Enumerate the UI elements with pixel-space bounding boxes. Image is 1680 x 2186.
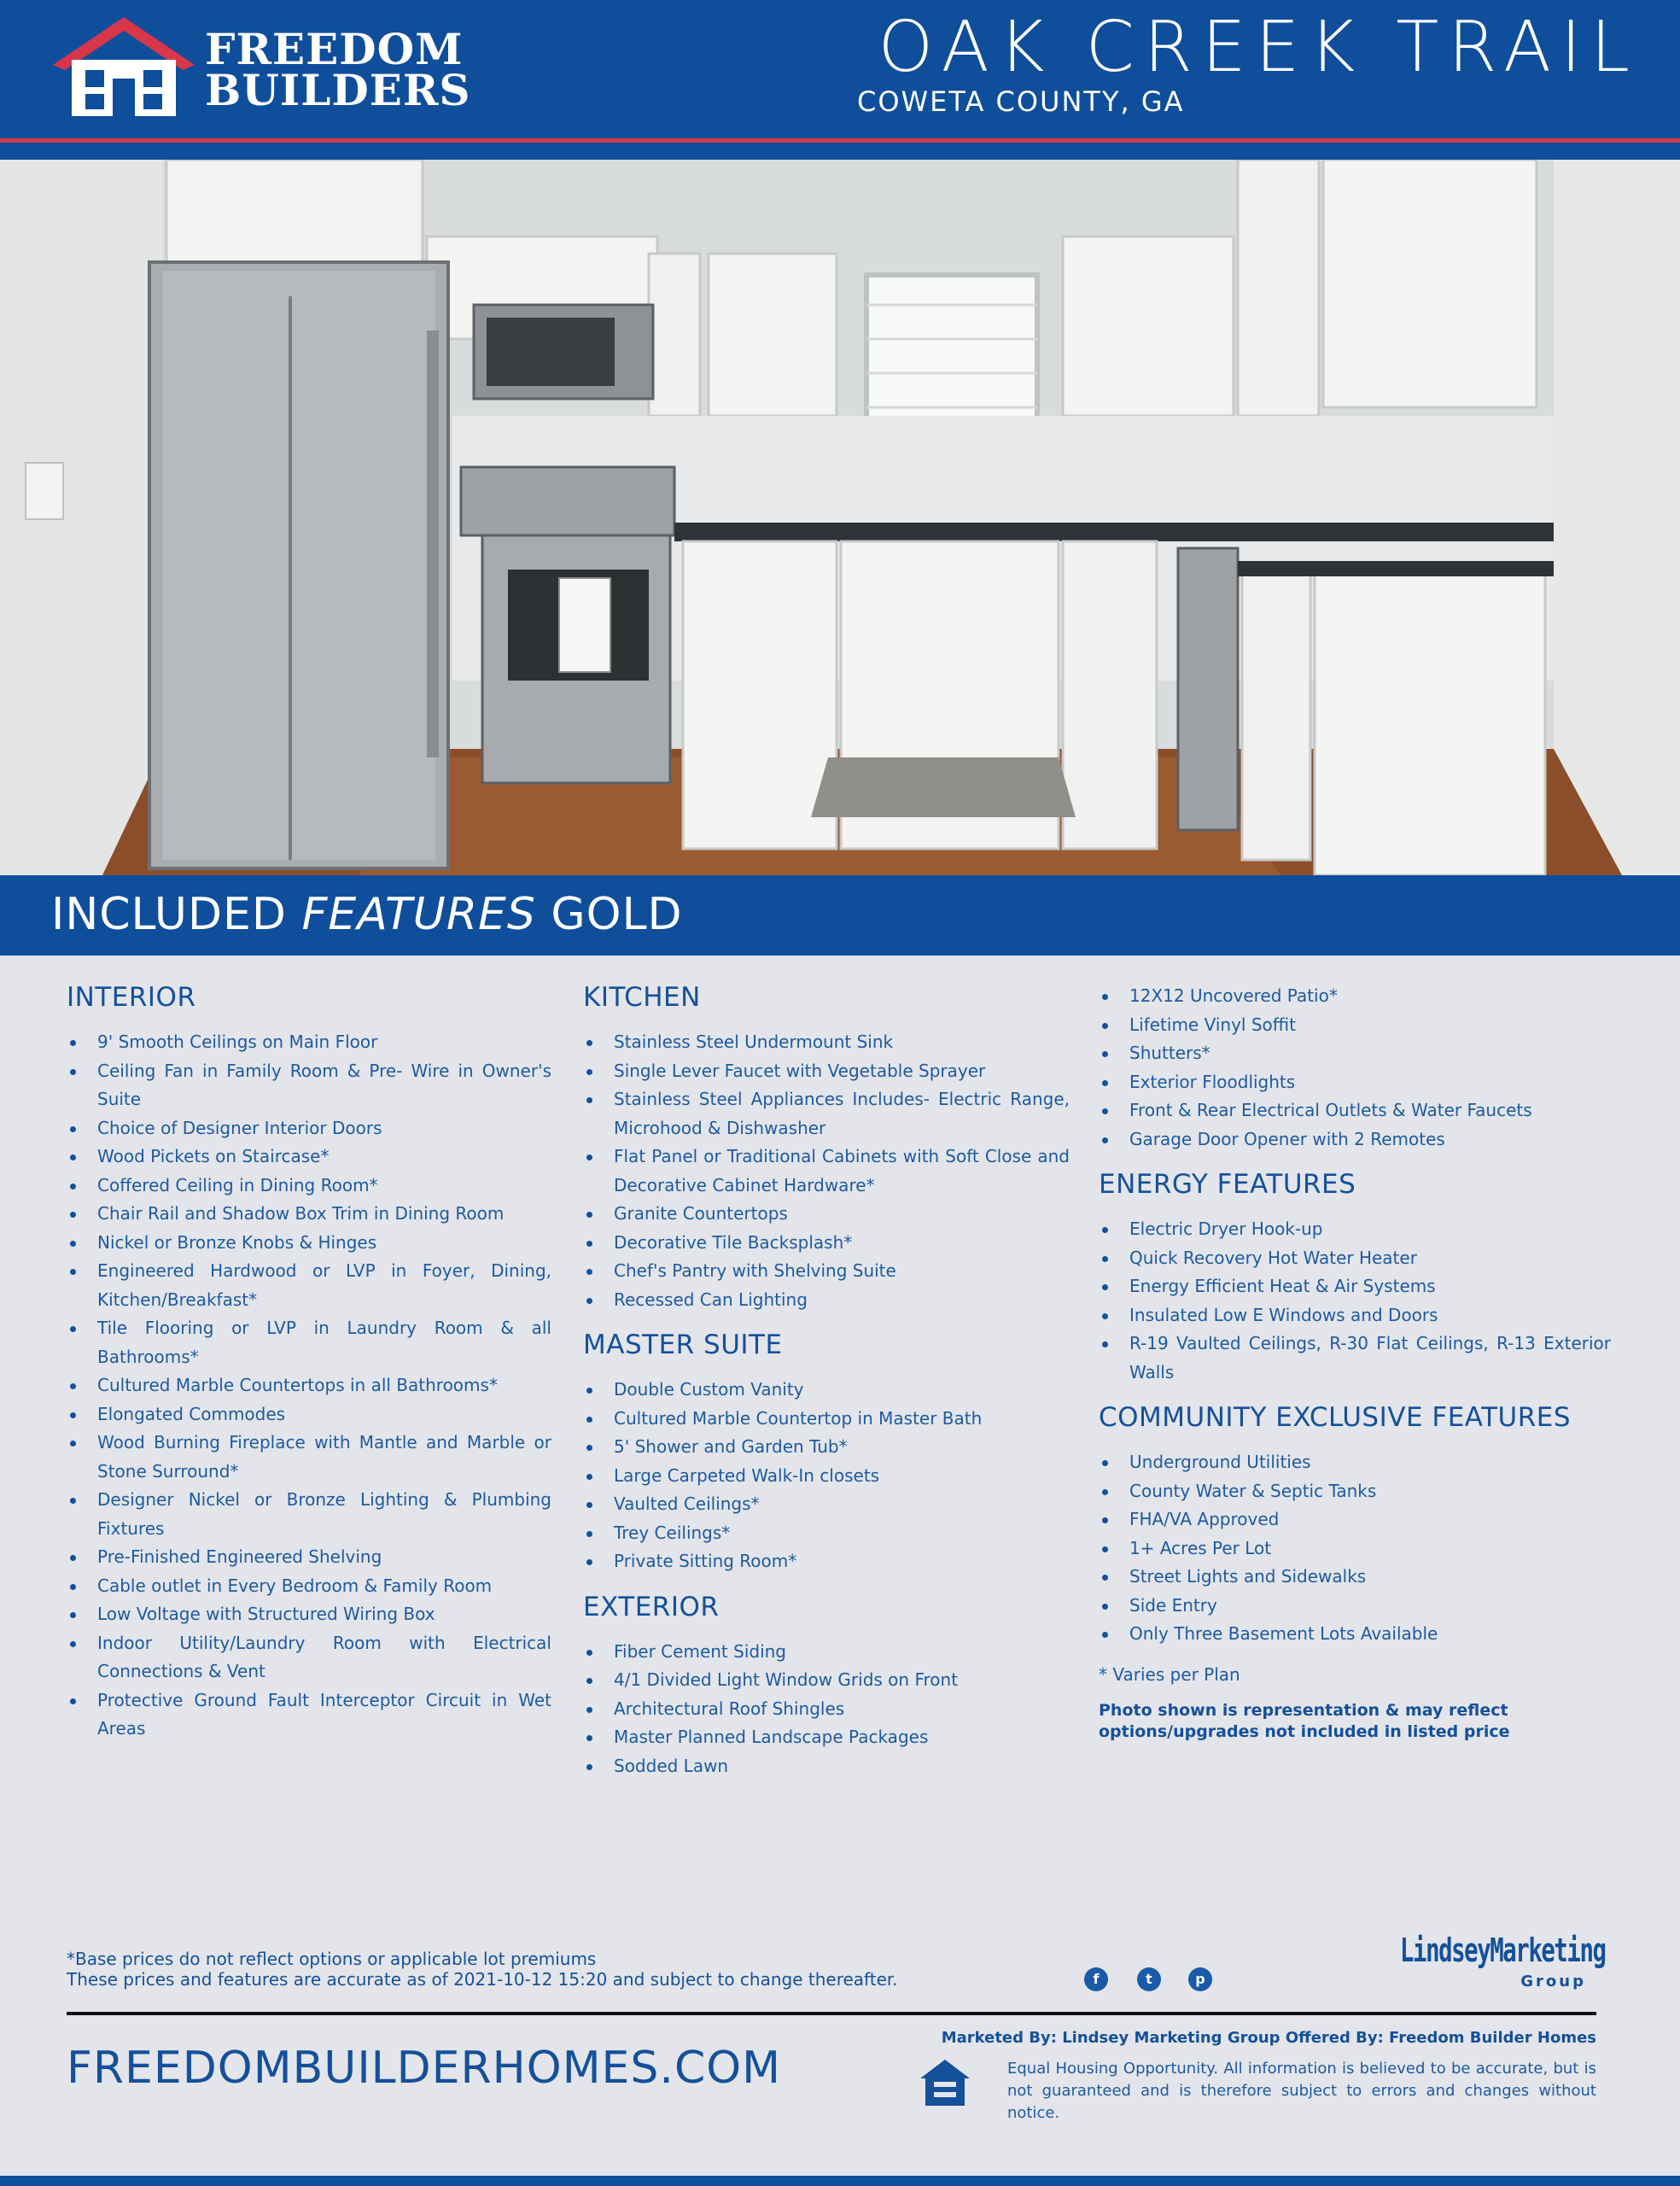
feature-item: Ceiling Fan in Family Room & Pre- Wire in Owner's Suite xyxy=(67,1057,551,1114)
exterior-list xyxy=(583,1638,1070,1781)
footer-rule xyxy=(67,2012,1596,2015)
kitchen-illustration xyxy=(0,160,1680,875)
feature-item: Sodded Lawn xyxy=(583,1752,1070,1781)
feature-item: Nickel or Bronze Knobs & Hinges xyxy=(67,1229,551,1258)
energy-heading: ENERGY FEATURES xyxy=(1099,1169,1356,1200)
energy-list xyxy=(1099,1215,1611,1387)
feature-item: Exterior Floodlights xyxy=(1099,1068,1611,1097)
community-heading: COMMUNITY EXCLUSIVE FEATURES xyxy=(1099,1402,1572,1433)
house-logo-icon xyxy=(51,14,196,120)
feature-item: Lifetime Vinyl Soffit xyxy=(1099,1011,1611,1040)
twitter-icon[interactable]: t xyxy=(1137,1967,1161,1991)
feature-item: Side Entry xyxy=(1099,1592,1611,1621)
marketed-by: Marketed By: Lindsey Marketing Group Offered By: Freedom Builder Homes xyxy=(941,2029,1596,2047)
feature-item: Insulated Low E Windows and Doors xyxy=(1099,1301,1611,1330)
column-interior xyxy=(67,982,551,1759)
feature-item: Protective Ground Fault Interceptor Circuit in Wet Areas xyxy=(67,1686,551,1744)
feature-item: FHA/VA Approved xyxy=(1099,1505,1611,1534)
master-suite-heading: MASTER SUITE xyxy=(583,1330,783,1360)
kitchen-photo xyxy=(0,160,1680,875)
lmg-logo-line2: Group xyxy=(1520,1973,1586,1990)
feature-item: Designer Nickel or Bronze Lighting & Plumbing Fixtures xyxy=(67,1486,551,1543)
feature-item: Wood Pickets on Staircase* xyxy=(67,1143,551,1172)
feature-item: Underground Utilities xyxy=(1099,1448,1611,1477)
pinterest-icon[interactable]: p xyxy=(1188,1967,1212,1991)
features-heading-emphasis: FEATURES xyxy=(301,889,536,940)
kitchen-list xyxy=(583,1028,1070,1314)
feature-item: Tile Flooring or LVP in Laundry Room & all Bathrooms* xyxy=(67,1314,551,1371)
lindsey-marketing-logo[interactable] xyxy=(1400,1932,1606,2000)
feature-item: Cultured Marble Countertop in Master Bath xyxy=(583,1405,1070,1434)
feature-item: Master Planned Landscape Packages xyxy=(583,1723,1070,1752)
feature-item: Large Carpeted Walk-In closets xyxy=(583,1462,1070,1491)
freedom-builders-logo[interactable] xyxy=(51,14,495,125)
bottom-bar xyxy=(0,2176,1680,2186)
feature-item: Flat Panel or Traditional Cabinets with Soft Close and Decorative Cabinet Hardware* xyxy=(583,1143,1070,1200)
community-location: COWETA COUNTY, GA xyxy=(857,85,1185,118)
feature-item: Trey Ceilings* xyxy=(583,1519,1070,1548)
feature-item: Quick Recovery Hot Water Heater xyxy=(1099,1244,1611,1273)
features-heading-suffix: GOLD xyxy=(535,889,683,940)
features-heading xyxy=(51,889,683,940)
feature-item: 4/1 Divided Light Window Grids on Front xyxy=(583,1666,1070,1695)
feature-item: Cable outlet in Every Bedroom & Family Room xyxy=(67,1572,551,1601)
brand-line-2: BUILDERS xyxy=(205,65,471,115)
feature-item: Garage Door Opener with 2 Remotes xyxy=(1099,1125,1611,1154)
interior-heading: INTERIOR xyxy=(67,982,196,1013)
accuracy-note: These prices and features are accurate as of 2021-10-12 15:20 and subject to change thereafter. xyxy=(67,1969,898,1990)
feature-item: Chef's Pantry with Shelving Suite xyxy=(583,1257,1070,1286)
brand-name xyxy=(205,24,471,115)
master-suite-list xyxy=(583,1376,1070,1576)
feature-item: Chair Rail and Shadow Box Trim in Dining Room xyxy=(67,1200,551,1229)
community-list xyxy=(1099,1448,1611,1649)
feature-item: Indoor Utility/Laundry Room with Electrical Connections & Vent xyxy=(67,1629,551,1686)
feature-item: 9' Smooth Ceilings on Main Floor xyxy=(67,1028,551,1057)
feature-item: Fiber Cement Siding xyxy=(583,1638,1070,1667)
community-title: OAK CREEK TRAIL xyxy=(878,7,1639,88)
header-band xyxy=(0,143,1680,160)
feature-item: Cultured Marble Countertops in all Bathrooms* xyxy=(67,1371,551,1400)
feature-item: Stainless Steel Undermount Sink xyxy=(583,1028,1070,1057)
feature-item: Elongated Commodes xyxy=(67,1400,551,1429)
feature-item: Recessed Can Lighting xyxy=(583,1286,1070,1315)
feature-item: 12X12 Uncovered Patio* xyxy=(1099,982,1611,1011)
feature-item: Private Sitting Room* xyxy=(583,1547,1070,1576)
feature-item: Single Lever Faucet with Vegetable Sprayer xyxy=(583,1057,1070,1086)
feature-item: Stainless Steel Appliances Includes- Electric Range, Microhood & Dishwasher xyxy=(583,1085,1070,1143)
pricing-notes xyxy=(67,1949,898,1990)
feature-item: Shutters* xyxy=(1099,1039,1611,1068)
interior-list xyxy=(67,1028,551,1744)
feature-item: Wood Burning Fireplace with Mantle and Marble or Stone Surround* xyxy=(67,1429,551,1486)
equal-housing-icon xyxy=(919,2058,971,2107)
lmg-logo-line1: LindseyMarketing xyxy=(1400,1932,1606,1969)
feature-item: Vaulted Ceilings* xyxy=(583,1490,1070,1519)
feature-item: Architectural Roof Shingles xyxy=(583,1695,1070,1724)
varies-note: * Varies per Plan xyxy=(1099,1663,1240,1685)
feature-item: Double Custom Vanity xyxy=(583,1376,1070,1405)
exterior-cont-list xyxy=(1099,982,1611,1154)
column-energy-community xyxy=(1099,982,1611,1743)
feature-item: Granite Countertops xyxy=(583,1200,1070,1229)
column-kitchen xyxy=(583,982,1070,1796)
feature-item: Street Lights and Sidewalks xyxy=(1099,1563,1611,1592)
feature-item: County Water & Septic Tanks xyxy=(1099,1477,1611,1506)
website-link[interactable]: FREEDOMBUILDERHOMES.COM xyxy=(67,2043,782,2094)
feature-item: R-19 Vaulted Ceilings, R-30 Flat Ceilings, R-13 Exterior Walls xyxy=(1099,1330,1611,1387)
exterior-heading: EXTERIOR xyxy=(583,1591,720,1622)
features-heading-prefix: INCLUDED xyxy=(51,889,302,940)
feature-item: Energy Efficient Heat & Air Systems xyxy=(1099,1272,1611,1301)
feature-item: Electric Dryer Hook-up xyxy=(1099,1215,1611,1244)
feature-item: 5' Shower and Garden Tub* xyxy=(583,1433,1070,1462)
feature-item: Engineered Hardwood or LVP in Foyer, Dining, Kitchen/Breakfast* xyxy=(67,1257,551,1314)
base-prices-note: *Base prices do not reflect options or applicable lot premiums xyxy=(67,1949,597,1969)
feature-item: Only Three Basement Lots Available xyxy=(1099,1620,1611,1649)
feature-item: Choice of Designer Interior Doors xyxy=(67,1114,551,1143)
legal-disclaimer: Equal Housing Opportunity. All information is believed to be accurate, but is not guaranteed and is therefore subject to errors and changes without notice. xyxy=(1007,2060,1596,2122)
feature-item: Front & Rear Electrical Outlets & Water Faucets xyxy=(1099,1096,1611,1125)
header xyxy=(0,0,1680,138)
facebook-icon[interactable]: f xyxy=(1084,1967,1108,1991)
brand-line-1: FREEDOM xyxy=(205,24,464,74)
feature-item: 1+ Acres Per Lot xyxy=(1099,1534,1611,1564)
kitchen-heading: KITCHEN xyxy=(583,982,701,1013)
photo-disclaimer: Photo shown is representation & may reflect options/upgrades not included in listed price xyxy=(1099,1700,1510,1741)
features-band xyxy=(0,875,1680,956)
feature-item: Pre-Finished Engineered Shelving xyxy=(67,1543,551,1572)
feature-item: Coffered Ceiling in Dining Room* xyxy=(67,1172,551,1201)
feature-item: Decorative Tile Backsplash* xyxy=(583,1229,1070,1258)
feature-item: Low Voltage with Structured Wiring Box xyxy=(67,1600,551,1629)
